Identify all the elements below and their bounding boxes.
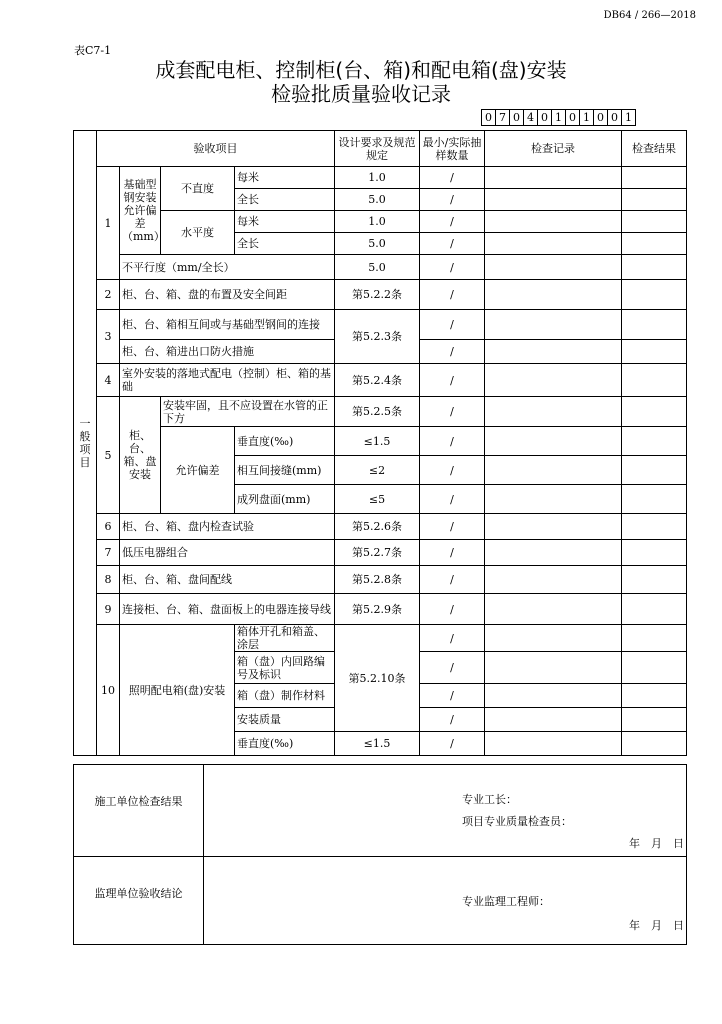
result-cell[interactable] <box>622 310 687 340</box>
table-row <box>74 211 687 233</box>
table-row <box>74 566 687 594</box>
design-value: 第5.2.5条 <box>335 397 420 427</box>
supervisor-signoff-area[interactable] <box>204 857 687 945</box>
record-cell[interactable] <box>485 211 622 233</box>
result-cell[interactable] <box>622 732 687 756</box>
supervisor-label: 监理单位验收结论 <box>74 857 204 945</box>
row-item: 安装牢固，且不应设置在水管的正下方 <box>161 397 335 427</box>
code-digit: 4 <box>523 109 538 126</box>
row-number: 4 <box>97 364 120 397</box>
result-cell[interactable] <box>622 280 687 310</box>
sample-value: / <box>420 233 485 255</box>
result-cell[interactable] <box>622 340 687 364</box>
record-cell[interactable] <box>485 540 622 566</box>
row-subgroup-label: 不直度 <box>161 167 235 211</box>
row-item: 相互间接缝(mm) <box>235 456 335 485</box>
record-cell[interactable] <box>485 625 622 652</box>
col-header-item: 验收项目 <box>97 131 335 167</box>
foreman-label: 专业工长： <box>462 793 517 806</box>
row-item: 不平行度（mm/全长） <box>120 255 335 280</box>
design-value: 1.0 <box>335 167 420 189</box>
table-row <box>74 255 687 280</box>
row-subgroup-label: 允许偏差 <box>161 427 235 514</box>
row-number: 2 <box>97 280 120 310</box>
standard-number: DB64 / 266—2018 <box>603 10 696 21</box>
design-value: 1.0 <box>335 211 420 233</box>
sample-value: / <box>420 540 485 566</box>
row-item: 全长 <box>235 189 335 211</box>
record-cell[interactable] <box>485 708 622 732</box>
table-row <box>74 167 687 189</box>
sample-value: / <box>420 625 485 652</box>
code-digit: 1 <box>551 109 566 126</box>
sample-value: / <box>420 485 485 514</box>
record-cell[interactable] <box>485 397 622 427</box>
constructor-label: 施工单位检查结果 <box>74 765 204 857</box>
record-cell[interactable] <box>485 364 622 397</box>
result-cell[interactable] <box>622 566 687 594</box>
design-value: ≤1.5 <box>335 732 420 756</box>
record-cell[interactable] <box>485 485 622 514</box>
sample-value: / <box>420 189 485 211</box>
col-header-sample: 最小/实际抽样数量 <box>420 131 485 167</box>
row-number: 6 <box>97 514 120 540</box>
sample-value: / <box>420 708 485 732</box>
record-cell[interactable] <box>485 514 622 540</box>
code-digit: 0 <box>593 109 608 126</box>
result-cell[interactable] <box>622 211 687 233</box>
design-value: 第5.2.8条 <box>335 566 420 594</box>
row-number: 5 <box>97 397 120 514</box>
row-group-label: 基础型钢安装允许偏差（mm） <box>120 167 161 255</box>
title-line-2: 检验批质量验收记录 <box>271 82 451 106</box>
row-item: 室外安装的落地式配电（控制）柜、箱的基础 <box>120 364 335 397</box>
sample-value: / <box>420 456 485 485</box>
sample-value: / <box>420 255 485 280</box>
sample-value: / <box>420 280 485 310</box>
result-cell[interactable] <box>622 456 687 485</box>
design-value: ≤5 <box>335 485 420 514</box>
sample-value: / <box>420 427 485 456</box>
table-header-row <box>74 131 687 167</box>
row-number: 10 <box>97 625 120 756</box>
sample-value: / <box>420 514 485 540</box>
design-value: 第5.2.10条 <box>335 625 420 732</box>
sample-value: / <box>420 684 485 708</box>
result-cell[interactable] <box>622 652 687 684</box>
row-item: 柜、台、箱、盘间配线 <box>120 566 335 594</box>
code-digit: 0 <box>607 109 622 126</box>
result-cell[interactable] <box>622 189 687 211</box>
row-item: 每米 <box>235 211 335 233</box>
engineer-label: 专业监理工程师： <box>462 895 550 908</box>
record-cell[interactable] <box>485 167 622 189</box>
sample-value: / <box>420 310 485 340</box>
result-cell[interactable] <box>622 427 687 456</box>
result-cell[interactable] <box>622 397 687 427</box>
inspection-table <box>73 130 687 756</box>
table-row <box>74 427 687 456</box>
supervisor-row <box>74 857 687 945</box>
result-cell[interactable] <box>622 514 687 540</box>
result-cell[interactable] <box>622 233 687 255</box>
row-item: 连接柜、台、箱、盘面板上的电器连接导线 <box>120 594 335 625</box>
design-value: 第5.2.3条 <box>335 310 420 364</box>
result-cell[interactable] <box>622 255 687 280</box>
constructor-signoff-area[interactable] <box>204 765 687 857</box>
row-number: 3 <box>97 310 120 364</box>
sample-value: / <box>420 340 485 364</box>
form-code-boxes <box>482 109 636 126</box>
record-cell[interactable] <box>485 456 622 485</box>
record-cell[interactable] <box>485 566 622 594</box>
record-cell[interactable] <box>485 310 622 340</box>
row-item: 柜、台、箱、盘内检查试验 <box>120 514 335 540</box>
sample-value: / <box>420 732 485 756</box>
record-cell[interactable] <box>485 233 622 255</box>
col-header-result: 检查结果 <box>622 131 687 167</box>
row-item: 安装质量 <box>235 708 335 732</box>
design-value: 5.0 <box>335 189 420 211</box>
result-cell[interactable] <box>622 364 687 397</box>
row-item: 箱体开孔和箱盖、涂层 <box>235 625 335 652</box>
col-header-record: 检查记录 <box>485 131 622 167</box>
col-header-design: 设计要求及规范规定 <box>335 131 420 167</box>
design-value: 第5.2.2条 <box>335 280 420 310</box>
record-cell[interactable] <box>485 189 622 211</box>
table-row <box>74 625 687 652</box>
title-line-1: 成套配电柜、控制柜(台、箱)和配电箱(盘)安装 <box>155 58 567 82</box>
result-cell[interactable] <box>622 625 687 652</box>
result-cell[interactable] <box>622 485 687 514</box>
design-value: 第5.2.4条 <box>335 364 420 397</box>
record-cell[interactable] <box>485 280 622 310</box>
row-item: 箱（盘）内回路编号及标识 <box>235 652 335 684</box>
row-item: 垂直度(‰) <box>235 732 335 756</box>
row-number: 9 <box>97 594 120 625</box>
sample-value: / <box>420 364 485 397</box>
code-digit: 7 <box>495 109 510 126</box>
sample-value: / <box>420 211 485 233</box>
row-item: 柜、台、箱相互间或与基础型钢间的连接 <box>120 310 335 340</box>
table-row <box>74 540 687 566</box>
result-cell[interactable] <box>622 594 687 625</box>
row-item: 每米 <box>235 167 335 189</box>
result-cell[interactable] <box>622 167 687 189</box>
design-value: 5.0 <box>335 233 420 255</box>
result-cell[interactable] <box>622 540 687 566</box>
sample-value: / <box>420 594 485 625</box>
form-number: 表C7-1 <box>74 44 112 57</box>
table-row <box>74 397 687 427</box>
row-item: 成列盘面(mm) <box>235 485 335 514</box>
row-group-label: 照明配电箱(盘)安装 <box>120 625 235 756</box>
design-value: ≤1.5 <box>335 427 420 456</box>
code-digit: 0 <box>537 109 552 126</box>
page-title <box>0 58 722 106</box>
record-cell[interactable] <box>485 340 622 364</box>
record-cell[interactable] <box>485 427 622 456</box>
sample-value: / <box>420 652 485 684</box>
sample-value: / <box>420 397 485 427</box>
table-row <box>74 514 687 540</box>
section-label: 一般项目 <box>74 131 97 756</box>
table-row <box>74 594 687 625</box>
row-group-label: 柜、台、箱、盘安装 <box>120 397 161 514</box>
signoff-table <box>73 764 687 945</box>
constructor-row <box>74 765 687 857</box>
inspector-label: 项目专业质量检查员： <box>462 815 572 828</box>
row-item: 箱（盘）制作材料 <box>235 684 335 708</box>
date-label: 年 月 日 <box>629 919 684 932</box>
row-item: 柜、台、箱进出口防火措施 <box>120 340 335 364</box>
table-row <box>74 280 687 310</box>
design-value: ≤2 <box>335 456 420 485</box>
result-cell[interactable] <box>622 708 687 732</box>
sample-value: / <box>420 167 485 189</box>
row-number: 7 <box>97 540 120 566</box>
design-value: 第5.2.6条 <box>335 514 420 540</box>
code-digit: 1 <box>579 109 594 126</box>
record-cell[interactable] <box>485 594 622 625</box>
row-item: 柜、台、箱、盘的布置及安全间距 <box>120 280 335 310</box>
row-item: 全长 <box>235 233 335 255</box>
date-label: 年 月 日 <box>629 837 684 850</box>
record-cell[interactable] <box>485 684 622 708</box>
record-cell[interactable] <box>485 732 622 756</box>
table-row <box>74 310 687 340</box>
row-number: 8 <box>97 566 120 594</box>
record-cell[interactable] <box>485 255 622 280</box>
row-item: 垂直度(‰) <box>235 427 335 456</box>
sample-value: / <box>420 566 485 594</box>
code-digit: 1 <box>621 109 636 126</box>
code-digit: 0 <box>509 109 524 126</box>
design-value: 5.0 <box>335 255 420 280</box>
record-cell[interactable] <box>485 652 622 684</box>
design-value: 第5.2.7条 <box>335 540 420 566</box>
design-value: 第5.2.9条 <box>335 594 420 625</box>
table-row <box>74 364 687 397</box>
row-subgroup-label: 水平度 <box>161 211 235 255</box>
code-digit: 0 <box>481 109 496 126</box>
row-number: 1 <box>97 167 120 280</box>
code-digit: 0 <box>565 109 580 126</box>
row-item: 低压电器组合 <box>120 540 335 566</box>
result-cell[interactable] <box>622 684 687 708</box>
